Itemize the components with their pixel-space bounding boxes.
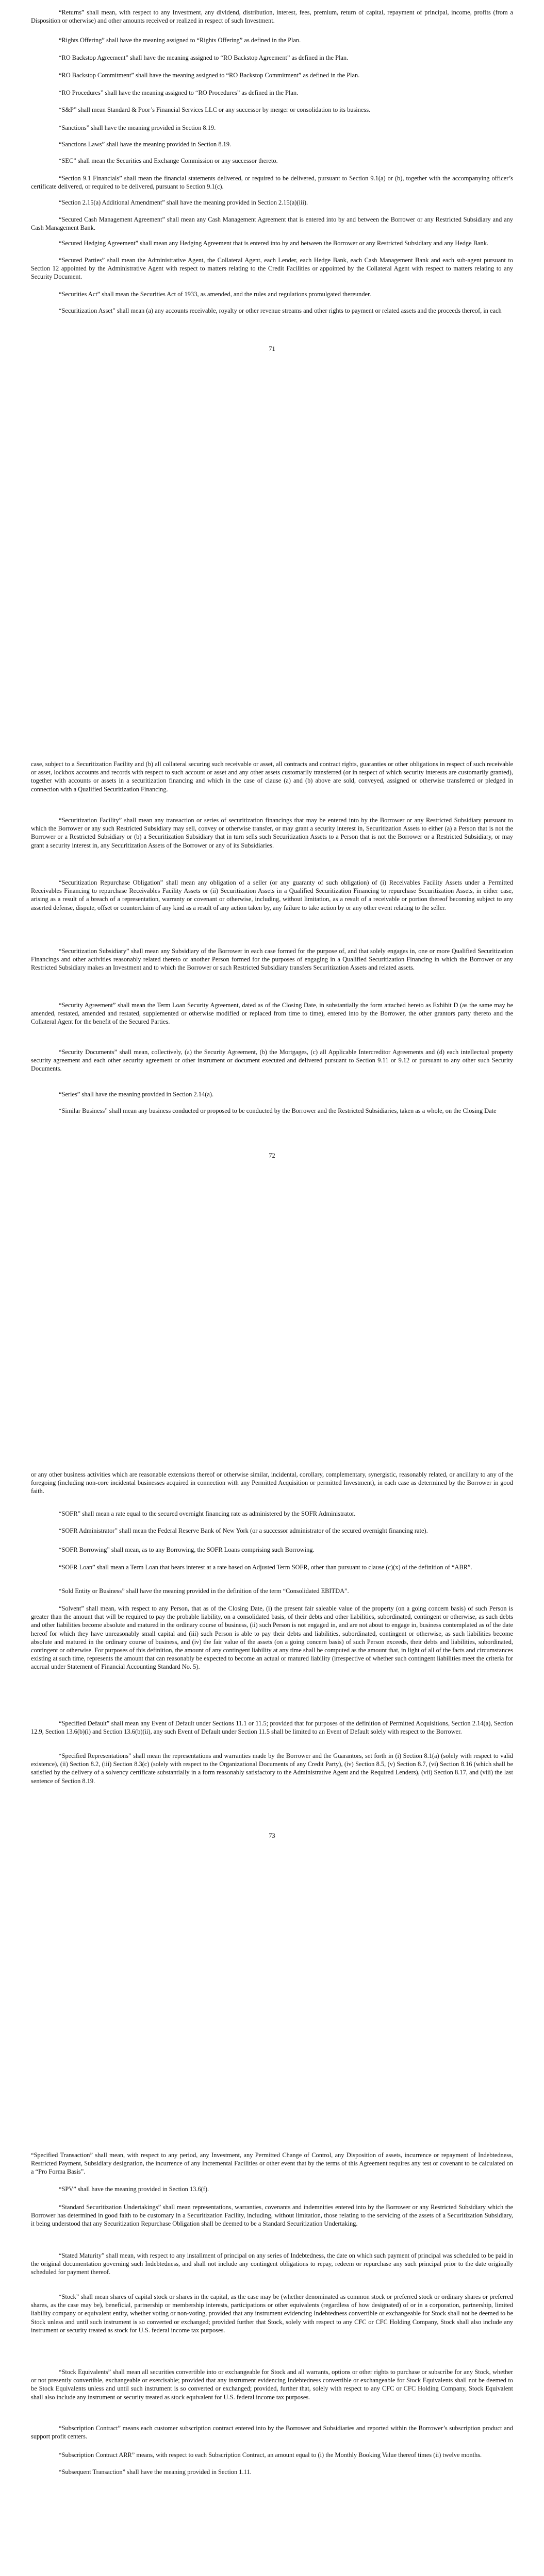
page-number: 73	[269, 1832, 275, 1839]
definition-paragraph: “Subsequent Transaction” shall have the meaning provided in Section 1.11.	[59, 2468, 252, 2476]
definition-paragraph: “Sold Entity or Business” shall have the meaning provided in the definition of the term “Consolidated EBITDA”.	[59, 1587, 349, 1595]
definition-paragraph: “Stated Maturity” shall mean, with respect to any installment of principal on any series of Indebtedness, the date on which such payment of principal was scheduled to be paid in the original documentation governing such Indebtedness, and shall not include any contingent obligations to repay, redeem or repurchase any such principal prior to the date originally scheduled for payment thereof.	[31, 2252, 513, 2276]
definition-paragraph: “RO Backstop Agreement” shall have the meaning assigned to “RO Backstop Agreement” as defined in the Plan.	[59, 54, 349, 61]
definition-paragraph: “Sanctions” shall have the meaning provided in Section 8.19.	[59, 124, 216, 131]
definition-paragraph: “SEC” shall mean the Securities and Exchange Commission or any successor thereto.	[59, 157, 278, 164]
definition-paragraph: “Solvent” shall mean, with respect to any Person, that as of the Closing Date, (i) the present fair saleable value of the property (on a going concern basis) of such Person is greater than the amount that will be required to pay the probable liability, on a consolidated basis, of their debts and other liabilities, subordinated, contingent or otherwise, as such debts and other liabilities become absolute and matured in the ordinary course of business, (ii) such Person is not engaged in, and are not about to engage in, business contemplated as of the date hereof for which they have unreasonably small capital and (iii) such Person is able to pay their debts and liabilities, subordinated, contingent or otherwise, as such liabilities become absolute and matured in the ordinary course of business, and (iv) the fair value of the assets (on a going concern basis) of such Person exceeds, their debts and liabilities, subordinated, contingent or otherwise. For purposes of this definition, the amount of any contingent liability at any time shall be computed as the amount that, in light of all of the facts and circumstances existing at such time, represents the amount that can reasonably be expected to become an actual or matured liability (irrespective of whether such contingent liabilities meet the criteria for accrual under Statement of Financial Accounting Standard No. 5).	[31, 1605, 513, 1671]
definition-paragraph: “Securitization Subsidiary” shall mean any Subsidiary of the Borrower in each case formed for the purpose of, and that solely engages in, one or more Qualified Securitization Financings and other activities reasonably related thereto or another Person formed for the purposes of engaging in a Qualified Securitization Financing in which the Borrower or any Restricted Subsidiary makes an Investment and to which the Borrower or such Restricted Subsidiary transfers Securitization Assets and related assets.	[31, 947, 513, 972]
definition-paragraph: “Secured Hedging Agreement” shall mean any Hedging Agreement that is entered into by and between the Borrower or any Restricted Subsidiary and any Hedge Bank.	[59, 240, 489, 247]
definition-paragraph: “Rights Offering” shall have the meaning assigned to “Rights Offering” as defined in the Plan.	[59, 37, 301, 44]
page-number: 71	[269, 345, 275, 352]
definition-paragraph: “Securitization Asset” shall mean (a) any accounts receivable, royalty or other revenue streams and other rights to payment or related assets and the proceeds thereof, in each	[59, 307, 502, 314]
definition-paragraph: “RO Backstop Commitment” shall have the meaning assigned to “RO Backstop Commitment” as defined in the Plan.	[59, 72, 360, 79]
definition-paragraph: “Stock Equivalents” shall mean all securities convertible into or exchangeable for Stock and all warrants, options or other rights to purchase or subscribe for any Stock, whether or not presently convertible, exchangeable or exercisable; provided that any instrument evidencing Indebtedness convertible or exchangeable for Stock Equivalents shall not be deemed to be Stock Equivalents unless and until such instrument is so converted or exchanged; provided, further that, solely with respect to any CFC or CFC Holding Company, Stock Equivalent shall also include any instrument or security treated as stock equivalent for U.S. federal income tax purposes.	[31, 2368, 513, 2401]
definition-paragraph: “Series” shall have the meaning provided in Section 2.14(a).	[59, 1091, 214, 1098]
definition-paragraph: “Sanctions Laws” shall have the meaning provided in Section 8.19.	[59, 141, 232, 148]
definition-paragraph: “Specified Default” shall mean any Event of Default under Sections 11.1 or 11.5; provided that for purposes of the definition of Permitted Acquisitions, Section 2.14(a), Section 12.9, Section 13.6(b)(i) and Section 13.6(b)(ii), any such Event of Default under Section 11.5 shall be limited to an Event of Default solely with respect to the Borrower.	[31, 1720, 513, 1736]
definition-paragraph: “Specified Transaction” shall mean, with respect to any period, any Investment, any Permitted Change of Control, any Disposition of assets, incurrence or repayment of Indebtedness, Restricted Payment, Subsidiary designation, the incurrence of any Incremental Facilities or other event that by the terms of this Agreement requires any test or covenant to be calculated on a “Pro Forma Basis”.	[31, 2151, 513, 2176]
definition-paragraph: “SOFR Loan” shall mean a Term Loan that bears interest at a rate based on Adjusted Term SOFR, other than pursuant to clause (c)(x) of the definition of “ABR”.	[59, 1564, 472, 1571]
definition-paragraph: “Stock” shall mean shares of capital stock or shares in the capital, as the case may be (whether denominated as common stock or preferred stock or ordinary shares or preferred shares, as the case may be), beneficial, partnership or membership interests, participations or other equivalents (regardless of how designated) of or in a corporation, partnership, limited liability company or equivalent entity, whether voting or non-voting, provided that any instrument evidencing Indebtedness convertible or exchangeable for Stock shall not be deemed to be Stock unless and until such instrument is so converted or exchanged; provided further that Stock, solely with respect to any CFC or CFC Holding Company, Stock shall also include any instrument or security treated as stock for U.S. federal income tax purposes.	[31, 2293, 513, 2334]
definition-paragraph: “SPV” shall have the meaning provided in Section 13.6(f).	[59, 2185, 209, 2193]
definition-paragraph: “Security Agreement” shall mean the Term Loan Security Agreement, dated as of the Closing Date, in substantially the form attached hereto as Exhibit D (as the same may be amended, restated, amended and restated, supplemented or otherwise modified or replaced from time to time), entered into by the Borrower, the other grantors party thereto and the Collateral Agent for the benefit of the Secured Parties.	[31, 1002, 513, 1026]
definition-paragraph: “SOFR Administrator” shall mean the Federal Reserve Bank of New York (or a successor administrator of the secured overnight financing rate).	[59, 1527, 428, 1534]
definition-paragraph: “Security Documents” shall mean, collectively, (a) the Security Agreement, (b) the Mortgages, (c) all Applicable Intercreditor Agreements and (d) each intellectual property security agreement and each other security agreement or other instrument or document executed and delivered pursuant to Section 9.11 or 9.12 or pursuant to any other such Security Documents.	[31, 1048, 513, 1073]
definition-paragraph: “Subscription Contract” means each customer subscription contract entered into by the Borrower and Subsidiaries and reported within the Borrower’s subscription product and support profit centers.	[31, 2425, 513, 2441]
definition-paragraph: “Section 2.15(a) Additional Amendment” shall have the meaning provided in Section 2.15(a)(iii).	[59, 199, 308, 206]
definition-paragraph: “Securitization Facility” shall mean any transaction or series of securitization financings that may be entered into by the Borrower or any Restricted Subsidiary pursuant to which the Borrower or any such Restricted Subsidiary may sell, convey or otherwise transfer, or may grant a security interest in, Securitization Assets to either (a) a Person that is not the Borrower or a Restricted Subsidiary or (b) a Securitization Subsidiary that in turn sells such Securitization Assets to a Person that is not the Borrower or a Restricted Subsidiary, or may grant a security interest in, any Securitization Assets of the Borrower or any of its Subsidiaries.	[31, 817, 513, 849]
definition-paragraph: “Subscription Contract ARR” means, with respect to each Subscription Contract, an amount equal to (i) the Monthly Booking Value thereof times (ii) twelve months.	[59, 2451, 482, 2459]
definition-paragraph: “RO Procedures” shall have the meaning assigned to “RO Procedures” as defined in the Plan.	[59, 89, 299, 96]
definition-paragraph: “S&P” shall mean Standard & Poor’s Financial Services LLC or any successor by merger or consolidation to its business.	[59, 106, 371, 113]
definition-paragraph: “Section 9.1 Financials” shall mean the financial statements delivered, or required to be delivered, pursuant to Section 9.1(a) or (b), together with the accompanying officer’s certificate delivered, or required to be delivered, pursuant to Section 9.1(c).	[31, 175, 513, 191]
definition-paragraph: “Secured Cash Management Agreement” shall mean any Cash Management Agreement that is entered into by and between the Borrower or any Restricted Subsidiary and any Cash Management Bank.	[31, 216, 513, 232]
definition-paragraph: “Returns” shall mean, with respect to any Investment, any dividend, distribution, interest, fees, premium, return of capital, repayment of principal, income, profits (from a Disposition or otherwise) and other amounts received or realized in respect of such Investment.	[31, 9, 513, 25]
definition-paragraph: “Secured Parties” shall mean the Administrative Agent, the Collateral Agent, each Lender, each Hedge Bank, each Cash Management Bank and each sub-agent pursuant to Section 12 appointed by the Administrative Agent with respect to matters relating to the Credit Facilities or appointed by the Collateral Agent with respect to matters relating to any Security Document.	[31, 257, 513, 281]
definition-paragraph: “Securitization Repurchase Obligation” shall mean any obligation of a seller (or any guaranty of such obligation) of (i) Receivables Facility Assets under a Permitted Receivables Financing to repurchase Receivables Facility Assets or (ii) Securitization Assets in a Qualified Securitization Financing to repurchase Securitization Assets, in either case, arising as a result of a breach of a representation, warranty or covenant or otherwise, including, without limitation, as a result of a receivable or portion thereof becoming subject to any asserted defense, dispute, offset or counterclaim of any kind as a result of any action taken by, any failure to take action by or any other event relating to the seller.	[31, 879, 513, 911]
definition-paragraph: “Specified Representations” shall mean the representations and warranties made by the Borrower and the Guarantors, set forth in (i) Section 8.1(a) (solely with respect to valid existence), (ii) Section 8.2, (iii) Section 8.3(c) (solely with respect to the Organizational Documents of any Credit Party), (iv) Section 8.5, (v) Section 8.7, (vi) Section 8.16 (which shall be satisfied by the delivery of a solvency certificate substantially in a form reasonably satisfactory to the Administrative Agent and the Required Lenders), (vii) Section 8.17, and (viii) the last sentence of Section 8.19.	[31, 1752, 513, 1785]
definition-paragraph: “Standard Securitization Undertakings” shall mean representations, warranties, covenants and indemnities entered into by the Borrower or any Restricted Subsidiary which the Borrower has determined in good faith to be customary in a Securitization Facility, including, without limitation, those relating to the servicing of the assets of a Securitization Subsidiary, it being understood that any Securitization Repurchase Obligation shall be deemed to be a Standard Securitization Undertaking.	[31, 2204, 513, 2228]
definition-paragraph: case, subject to a Securitization Facility and (b) all collateral securing such receivable or asset, all contracts and contract rights, guaranties or other obligations in respect of such receivable or asset, lockbox accounts and records with respect to such account or asset and any other assets customarily transferred (or in respect of which security interests are customarily granted), together with accounts or assets in a securitization financing and which in the case of clause (a) and (b) above are sold, conveyed, assigned or otherwise transferred or pledged in connection with a Qualified Securitization Financing.	[31, 760, 513, 793]
definition-paragraph: “Similar Business” shall mean any business conducted or proposed to be conducted by the Borrower and the Restricted Subsidiaries, taken as a whole, on the Closing Date	[59, 1107, 497, 1114]
definition-paragraph: “SOFR” shall mean a rate equal to the secured overnight financing rate as administered by the SOFR Administrator.	[59, 1510, 356, 1517]
definition-paragraph: or any other business activities which are reasonable extensions thereof or otherwise similar, incidental, corollary, complementary, synergistic, reasonably related, or ancillary to any of the foregoing (including non-core incidental businesses acquired in connection with any Permitted Acquisition or permitted Investment), in each case as determined by the Borrower in good faith.	[31, 1471, 513, 1495]
definition-paragraph: “Securities Act” shall mean the Securities Act of 1933, as amended, and the rules and regulations promulgated thereunder.	[59, 291, 371, 298]
definition-paragraph: “SOFR Borrowing” shall mean, as to any Borrowing, the SOFR Loans comprising such Borrowing.	[59, 1546, 315, 1553]
page-number: 72	[269, 1152, 275, 1159]
